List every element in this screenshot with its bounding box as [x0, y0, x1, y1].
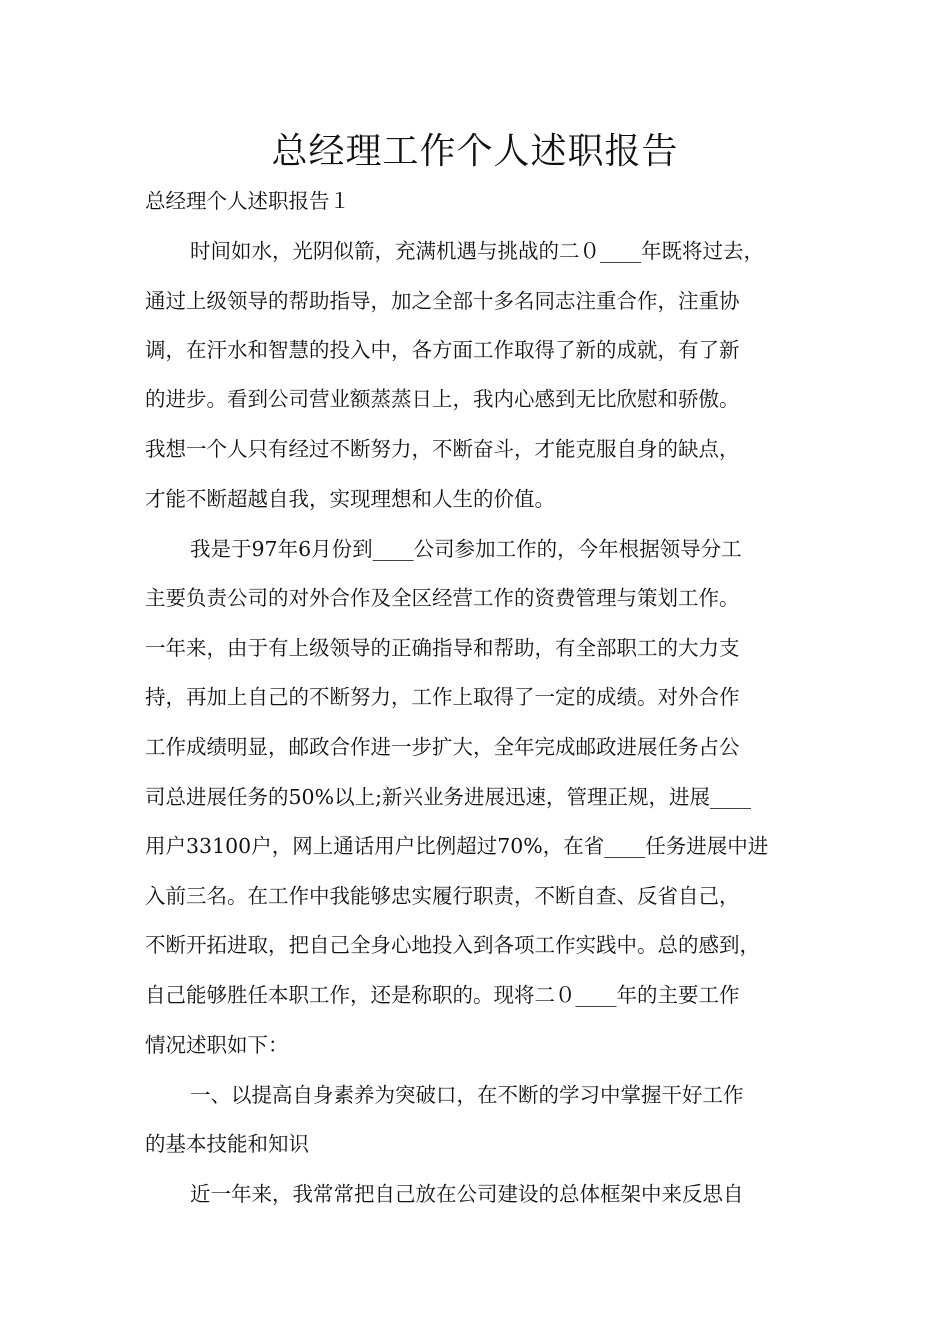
body-line: 不断开拓进取，把自己全身心地投入到各项工作实践中。总的感到，	[145, 933, 760, 957]
body-line: 用户33100户，网上通话用户比例超过70%，在省____任务进展中进	[145, 834, 769, 858]
body-line: 的进步。看到公司营业额蒸蒸日上，我内心感到无比欣慰和骄傲。	[145, 387, 740, 411]
body-line: 情况述职如下：	[145, 1033, 289, 1057]
document-subtitle: 总经理个人述职报告１	[145, 189, 350, 213]
section-heading-line: 的基本技能和知识	[145, 1132, 309, 1156]
body-line: 近一年来，我常常把自己放在公司建设的总体框架中来反思自	[190, 1182, 744, 1206]
body-line: 入前三名。在工作中我能够忠实履行职责，不断自查、反省自己，	[145, 884, 740, 908]
body-line: 一年来，由于有上级领导的正确指导和帮助，有全部职工的大力支	[145, 636, 740, 660]
body-line: 时间如水，光阴似箭，充满机遇与挑战的二０____年既将过去，	[190, 239, 764, 263]
body-line: 我是于97年6月份到____公司参加工作的，今年根据领导分工	[190, 537, 742, 561]
body-line: 自己能够胜任本职工作，还是称职的。现将二０____年的主要工作	[145, 983, 740, 1007]
body-line: 调，在汗水和智慧的投入中，各方面工作取得了新的成就，有了新	[145, 338, 740, 362]
body-line: 才能不断超越自我，实现理想和人生的价值。	[145, 487, 555, 511]
body-line: 我想一个人只有经过不断努力，不断奋斗，才能克服自身的缺点，	[145, 437, 740, 461]
section-heading-line: 一、以提高自身素养为突破口，在不断的学习中掌握干好工作	[190, 1083, 744, 1107]
body-line: 工作成绩明显，邮政合作进一步扩大，全年完成邮政进展任务占公	[145, 735, 740, 759]
document-title: 总经理工作个人述职报告	[271, 131, 679, 172]
body-line: 司总进展任务的50%以上;新兴业务进展迅速，管理正规，进展____	[145, 785, 751, 809]
body-line: 持，再加上自己的不断努力，工作上取得了一定的成绩。对外合作	[145, 685, 740, 709]
body-line: 主要负责公司的对外合作及全区经营工作的资费管理与策划工作。	[145, 586, 740, 610]
body-line: 通过上级领导的帮助指导，加之全部十多名同志注重合作，注重协	[145, 289, 740, 313]
